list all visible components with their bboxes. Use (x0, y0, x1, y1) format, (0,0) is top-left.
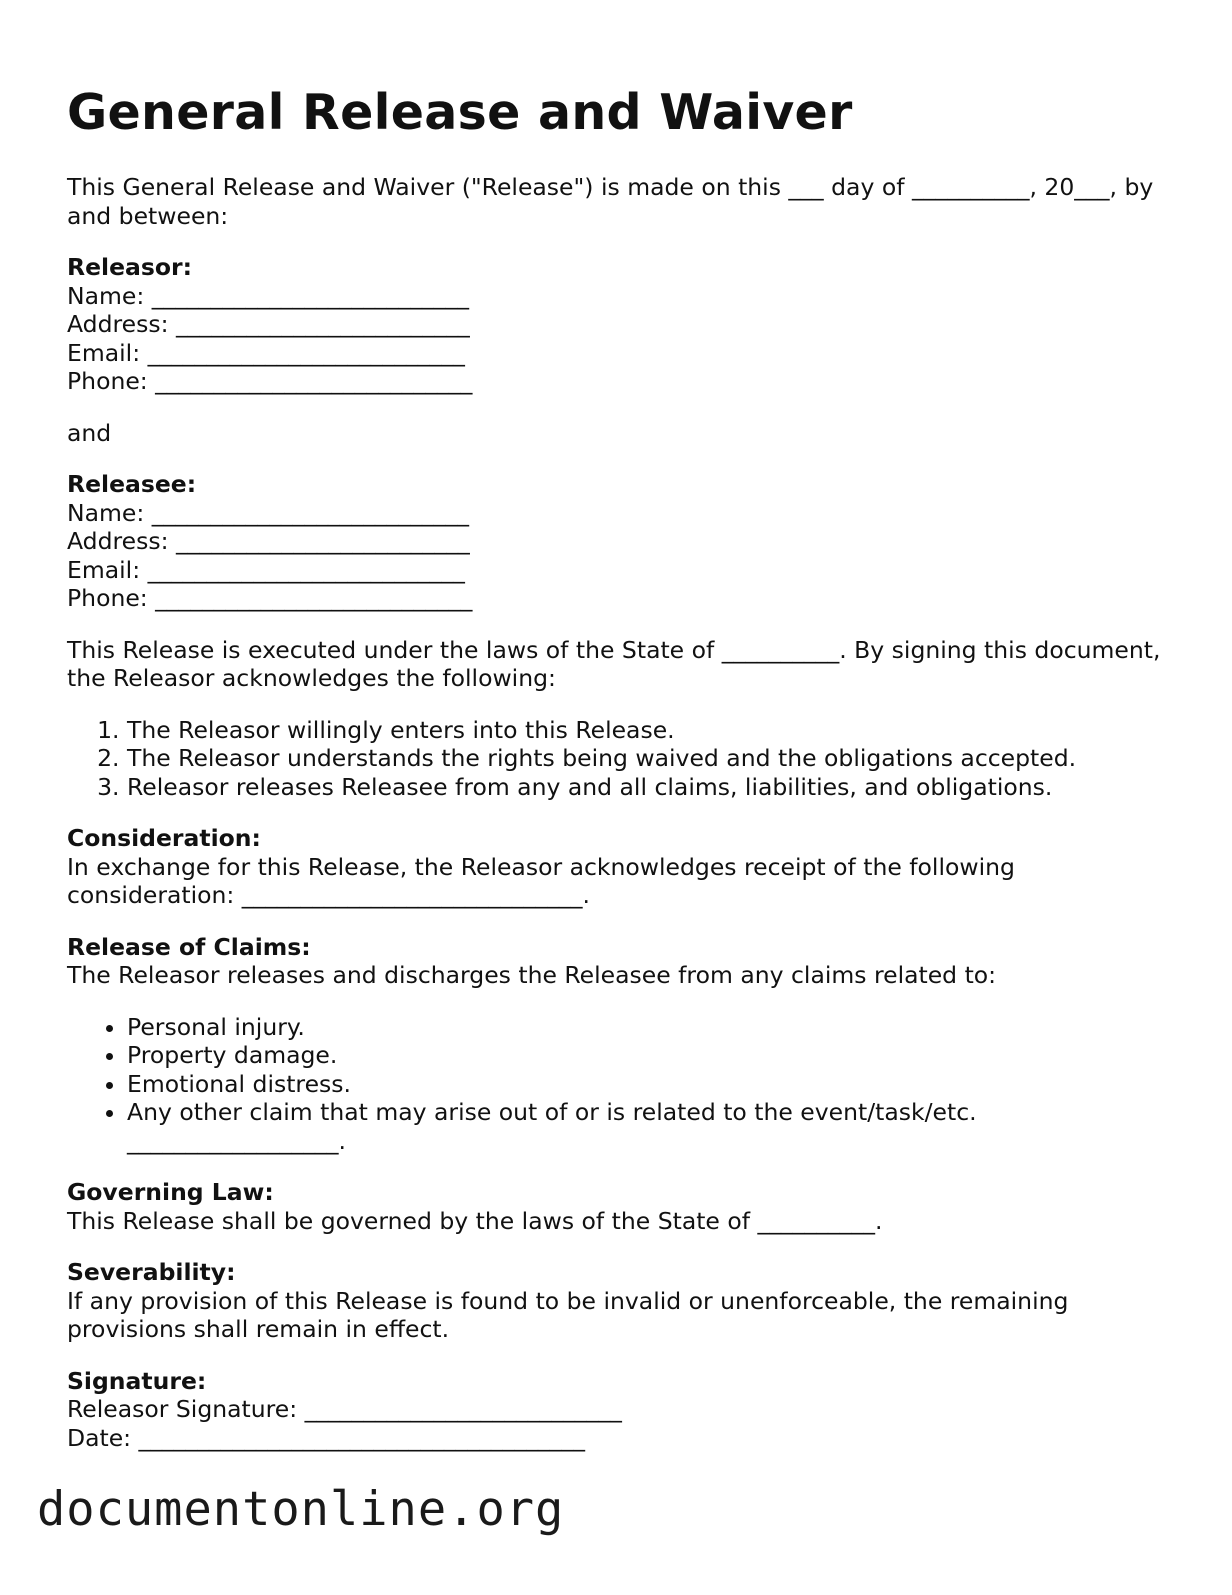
acknowledgements-list (67, 716, 1177, 802)
signature-date-field: Date: ______________________________________ (67, 1423, 586, 1452)
governing-law-section (67, 1178, 1177, 1235)
and-text: and (67, 418, 112, 447)
releasor-name-field: Name: ___________________________ (67, 281, 469, 310)
signature-section (67, 1367, 1177, 1453)
consideration-text: In exchange for this Release, the Releasor acknowledges receipt of the following consideration: _____________________________. (67, 852, 1015, 909)
list-item: • Personal injury. (127, 1013, 1177, 1042)
list-item: • Emotional distress. (127, 1070, 1177, 1099)
governing-law-text: This Release shall be governed by the laws of the State of __________. (67, 1206, 883, 1235)
list-item: 2. The Releasor understands the rights being waived and the obligations accepted. (127, 744, 1177, 773)
severability-text: If any provision of this Release is found to be invalid or unenforceable, the remaining provisions shall remain in effect. (67, 1286, 1069, 1343)
list-item: 1. The Releasor willingly enters into this Release. (127, 716, 1177, 745)
laws-paragraph: This Release is executed under the laws of the State of __________. By signing this document, the Releasor acknowledges the following: (67, 635, 1161, 692)
releasee-heading: Releasee: (67, 470, 197, 498)
intro-paragraph: This General Release and Waiver ("Release") is made on this ___ day of __________, 20___, by and between: (67, 173, 1154, 230)
list-item: 3. Releasor releases Releasee from any and all claims, liabilities, and obligations. (127, 773, 1177, 802)
consideration-section (67, 824, 1177, 910)
releasee-email-field: Email: ___________________________ (67, 555, 465, 584)
severability-heading: Severability: (67, 1258, 236, 1286)
releasee-name-field: Name: ___________________________ (67, 498, 469, 527)
releasor-email-field: Email: ___________________________ (67, 338, 465, 367)
signature-heading: Signature: (67, 1366, 207, 1395)
claims-list (67, 1013, 1177, 1156)
release-of-claims-text: The Releasor releases and discharges the Releasee from any claims related to: (67, 961, 997, 989)
document-title: General Release and Waiver (67, 84, 853, 141)
severability-section (67, 1258, 1177, 1344)
releasor-heading: Releasor: (67, 253, 193, 281)
governing-law-heading: Governing Law: (67, 1178, 274, 1206)
releasee-phone-field: Phone: ___________________________ (67, 584, 473, 612)
release-of-claims-heading: Release of Claims: (67, 932, 311, 961)
watermark-logo: documentonline.org (37, 1482, 565, 1537)
releasor-section (67, 253, 1177, 396)
releasee-section (67, 470, 1177, 613)
list-item: • Property damage. (127, 1041, 1177, 1070)
releasor-phone-field: Phone: ___________________________ (67, 367, 473, 395)
releasee-address-field: Address: _________________________ (67, 527, 470, 555)
consideration-heading: Consideration: (67, 824, 261, 852)
releasor-address-field: Address: _________________________ (67, 310, 470, 338)
document-page (67, 78, 1177, 1452)
release-of-claims-section (67, 933, 1177, 1156)
list-item: • Any other claim that may arise out of or is related to the event/task/etc. __________________. (127, 1098, 1177, 1155)
releasor-signature-field: Releasor Signature: ___________________________ (67, 1395, 622, 1423)
